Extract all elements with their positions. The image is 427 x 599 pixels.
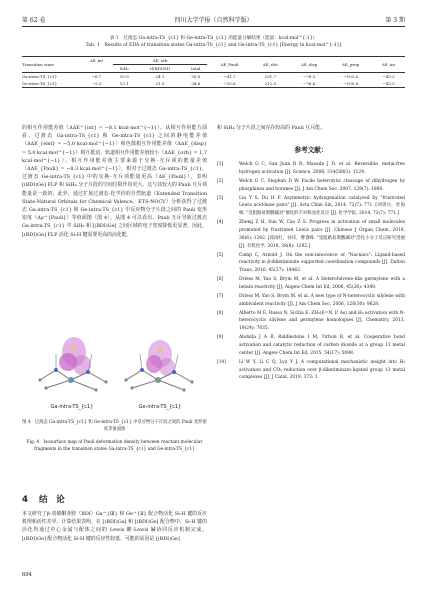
header-rule [22, 26, 405, 27]
header-journal: 四川大学学报（自然科学版） [174, 17, 253, 24]
table-caption-zh: 表 1 过渡态 Ga-intra-TS_{c1} 和 Ge-intra-TS_{c1} 的能量分解结果（能量：kcal·mol^{-1}） [109, 36, 318, 41]
body-paragraph-right: 和 SiH₄ 分子片段之间存在较高的 Pauli 互斥能。 [217, 125, 325, 131]
reference-item: [1] Welch G C, San Juan R R, Masuda J D, et al. Reversible, metal-free hydrogen activation [J]. Science, 2006, 314(5803): 1124. [217, 162, 405, 175]
reference-item: [10] Li W Y, Li C Q, Lyu Y J. A computational mechanistic insight into H₂ activation and CO₂ reduction over β-diketiminato-ligated group 13 metal complexes [J]. J Catal, 2019, 373: 1. [217, 359, 405, 381]
figure-caption-en: Fig. 4 Isosurface map of Pauli deformation density between reactant molecular fragments in the transition states Ga-intra-TS_{c1} and Ge-intra-TS_{c1} [26, 440, 203, 452]
ga-ts-isosurface [38, 337, 107, 392]
pauli-density-figure [26, 322, 206, 416]
th-sub-bdim: t[(BDI)M] [150, 66, 170, 71]
reference-item: [9] Abdalla J A B, Riddlestone I M, Tirfoin R, et al. Cooperative bond activation and catalytic reduction of carbon dioxide at a group 13 metal center [J]. Angew Chem Int Ed, 2015, 54(17): 5098. [217, 335, 405, 356]
reference-item: [5] Camp C, Arnold J. On the non-innocence of "Nacnacs": Ligand-based reactivity in β-diketiminate supported coordination compounds [J]. Dalton Trans, 2016, 45(37): 14462. [217, 252, 405, 274]
conclusion-paragraph: 本文研究了β-双烯酮亚胺（BDI）Ga^{Ⅲ} 和 Ge^{Ⅱ} 配合物活化 Si-H 键的反应机理和活性差异。计算结果表明，在 [(BDI)Ga] 和 [(BDI)Ge] 配合物中，Si-H 键的活化均通过中心金属与配体之间的 Lewis 酸-Lewis 碱协同反应机制完成。[(BDI)Ge] 配合物活化 Si-H 键的反应性较低，可能的原因是 [(BDI)Ge] [22, 511, 207, 542]
reference-item: [3] Liu Y S, Du H F. Asymmetric hydrogenation catalyzed by "frustrated Lewis acid-base pairs" [J]. Acta Chim Sin, 2014, 72(7): 771. [刘勇兵，杜海峰. "受阻路易斯酸碱对"催化的不对称氢化反应 [J]. 化学学报, 2014, 72(7): 771.] [217, 195, 405, 217]
th-de-pauli: ΔE_Pauli [220, 62, 239, 67]
eda-table [22, 56, 405, 88]
running-header [22, 15, 405, 25]
figure-label-ge: Ge-intra-TS_{c1} [138, 404, 182, 410]
reference-item: [6] Driess M, Yao S, Brym M, et al. A Heterofulvene-like germylene with a betain reactivity [J]. Angew Chem Int Ed, 2006, 45(26): 4349. [217, 277, 405, 290]
th-sub-sih3: SiH₃ [119, 66, 129, 71]
reference-list [217, 161, 405, 383]
header-issue: 第 3 期 [385, 17, 405, 24]
reference-item: [8] Alberto M E, Russo N, Sicilia E. ZH₂(E=N, P, As) and H₂ activation with N-heterocyclic silylene and germylene homologues [J]. Chemistry, 2013, 19(24): 7835. [217, 310, 405, 332]
reference-item: [2] Welch G C, Stephan D W. Facile heterolytic cleavage of dihydrogen by phosphines and boranes [J]. J Am Chem Soc, 2007, 129(7): 1880. [217, 178, 405, 192]
th-de-disp: ΔE_disp [301, 62, 318, 67]
page-number: 694 [22, 572, 32, 578]
body-paragraph-left: 的相互作用能差值（ΔΔE^{int} = −8.1 kcal·mol^{−1}）。从相互作用能方面看，过渡态 Ga-intra-TS_{c1} 和 Ge-intra-TS_{c1} 之间的静电能差值（ΔΔE_{elst} = −5.0 kcal·mol^{−1}）和色散相互作用能差值（ΔΔE_{disp} = 5.0 kcal·mol^{−1}）相互抵消，轨道相互作用能差值较小（ΔΔE_{orb} = 1.7 kcal·mol^{−1}）。相互作用能差值主要来源于交换-互斥项的能量差值（ΔΔE_{Pauli} = −8.3 kcal·mol^{−1}）。相对于过渡态 Ga-intra-TS_{c1}，过渡态 Ge-intra-TS_{c1} 中的交换-互斥项能量更高（ΔE_{Pauli}），表明 [(BDI)Ge] FLP 和 SiH₄ 分子片段的空间位阻作用更大，这与其较大的 Pauli 互斥项能量是一致的。此外，通过扩展过渡态-化学价的自然轨道（Extended Transition State-Natural Orbitals for Chemical Valence，ETS-NOCV）分析获得了过渡态 Ga-intra-TS_{c1} 和 Ge-intra-TS_{c1} 中反应物分子片段之间的 Pauli 变形密度（Δρ^{Pauli}）等值面图（图 4）。从图 4 可以看出，Pauli 互斥导致过渡态 Ga-intra-TS_{c1} 中 SiH₃ 和 [(BDI)Ge] 之间区域的电子密度降低更显著，因此，[(BDI)Ge] FLP 活化 Si-H 键需要更高的活化能。 [22, 125, 207, 238]
table-row: Ga-intra-TS_{c1} −6.7 10.9 24.1 35.0 −41.7 201.7 −78.5 −102.6 −45.2 [22, 74, 395, 79]
table-caption-en: Tab. 1 Results of EDA of transition states Ga-intra-TS_{c1} and Ge-intra-TS_{c1} [Energy in kcal·mol^{-1}] [85, 43, 342, 48]
section-number: 4 [22, 495, 28, 505]
th-de-int2: ΔE_int [381, 62, 396, 67]
references-heading: 参考文献： [294, 146, 328, 154]
reference-item: [4] Zheng Z H, Sun W, Cao Z S. Progress in activation of small molecules promoted by frustrated Lewis pairs [J]. Chinese J Organ Chem, 2018, 38(6): 1292. [郑再红，孙伟，曹睿峰. "受阻路易斯酸碱对"活化小分子反应研究进展 [J]. 有机化学, 2018, 38(6): 1292.] [217, 220, 405, 249]
ge-ts-isosurface [124, 340, 193, 392]
section-heading [22, 493, 65, 505]
th-de-orb: ΔE_orb [113, 57, 207, 65]
figure-caption-zh: 图 4 过渡态 Ga-intra-TS_{c1} 和 Ge-intra-TS_{c1} 中反应物分子片段之间的 Pauli 变形密度等值面图 [22, 420, 207, 432]
th-sub-total: total [191, 66, 201, 71]
section-title: 结 论 [38, 495, 65, 505]
th-ts: Transition state [22, 62, 55, 67]
table-row: Ge-intra-TS_{c1} −5.3 13.1 21.5 34.6 −35.6 212.0 −76.6 −100.6 −43.5 [22, 80, 405, 88]
reference-item: [7] Driess M, Yao S, Brym M, et al. A new type of N-heterocyclic silylene with ambivalent reactivity [J]. J Am Chem Soc, 2006, 128(30): 9628. [217, 293, 405, 307]
figure-label-ga: Ga-intra-TS_{c1} [50, 404, 94, 410]
th-de-int: ΔE_int [89, 58, 104, 64]
th-de-elst: ΔE_elst [262, 62, 278, 67]
header-volume: 第 62 卷 [22, 17, 46, 24]
th-de-prep: ΔE_prep [342, 62, 360, 67]
